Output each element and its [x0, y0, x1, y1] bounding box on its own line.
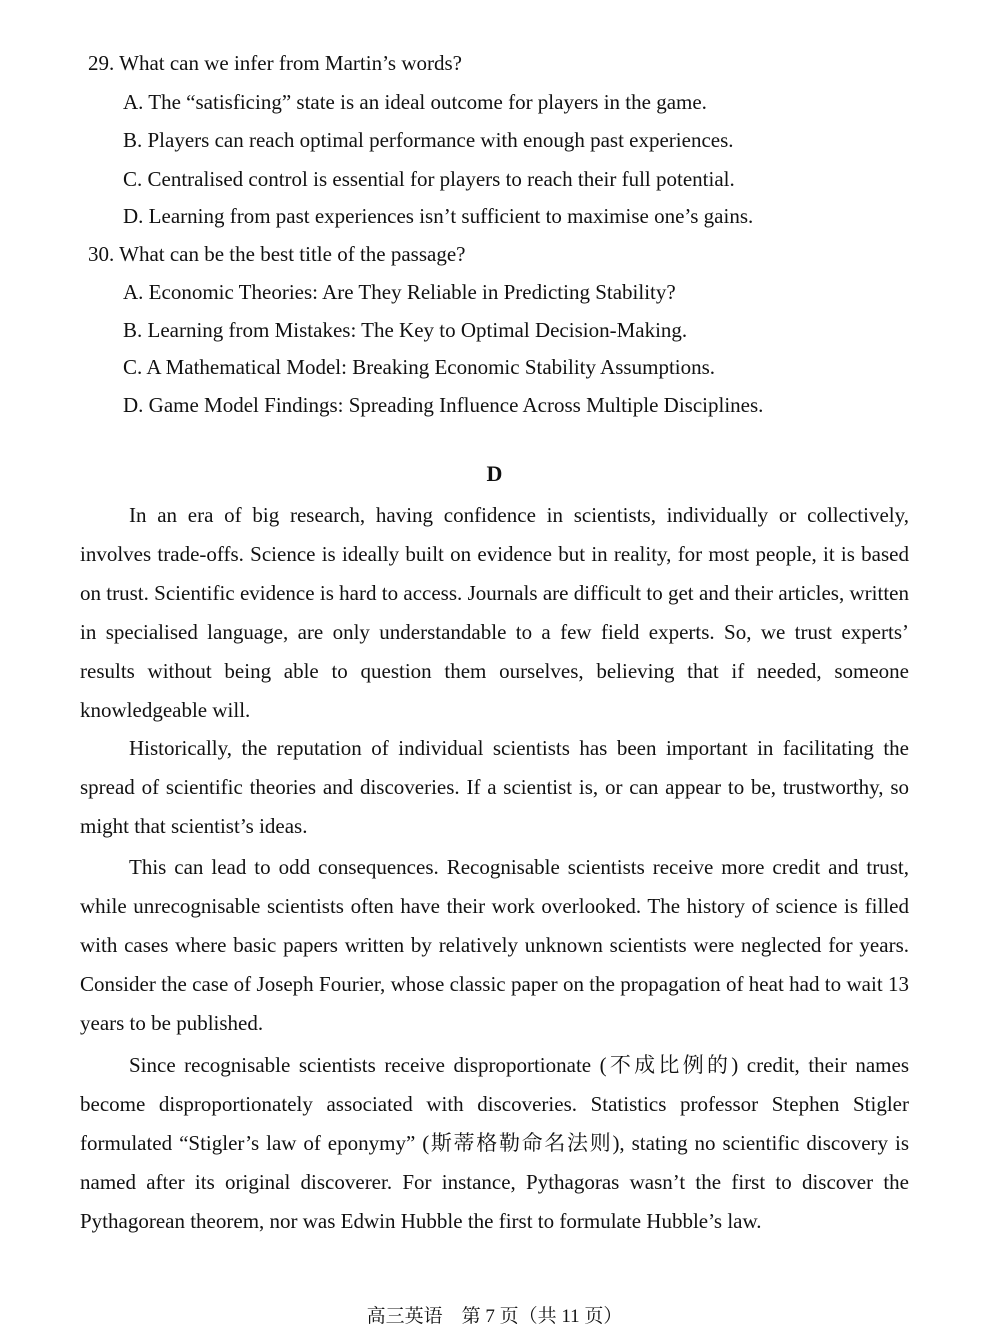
question-30-option-a: A. Economic Theories: Are They Reliable in Predicting Stability?	[123, 280, 676, 304]
passage-paragraph-3: This can lead to odd consequences. Recognisable scientists receive more credit and trust, while unrecognisable scientists often have their work overlooked. The history of science is filled with cases where basic papers written by relatively unknown scientists were neglected for years. Consider the case of Joseph Fourier, whose classic paper on the propagation of heat had to wait 13 years to be published.	[80, 855, 909, 1035]
page-footer: 高三英语 第 7 页（共 11 页）	[366, 1306, 623, 1327]
question-30-stem: 30. What can be the best title of the passage?	[88, 242, 466, 266]
question-29-stem: 29. What can we infer from Martin’s words?	[88, 51, 463, 75]
question-29-option-d: D. Learning from past experiences isn’t sufficient to maximise one’s gains.	[123, 204, 754, 228]
question-29-option-a: A. The “satisficing” state is an ideal outcome for players in the game.	[123, 90, 707, 114]
passage-paragraph-4: Since recognisable scientists receive disproportionate (不成比例的) credit, their names become disproportionately associated with discoveries. Statistics professor Stephen Stigler formulated “Stigler’s law of eponymy” (斯蒂格勒命名法则), stating no scientific discovery is named after its original discoverer. For instance, Pythagoras wasn’t the first to discover the Pythagorean theorem, nor was Edwin Hubble the first to formulate Hubble’s law.	[80, 1053, 909, 1233]
passage-paragraph-1: In an era of big research, having confidence in scientists, individually or collectively, involves trade-offs. Science is ideally built on evidence but in reality, for most people, it is based on trust. Scientific evidence is hard to access. Journals are difficult to get and their articles, written in specialised language, are only understandable to a few field experts. So, we trust experts’ results without being able to question them ourselves, believing that if needed, someone knowledgeable will.	[80, 503, 909, 722]
question-30-option-b: B. Learning from Mistakes: The Key to Optimal Decision-Making.	[123, 318, 688, 342]
question-29-option-c: C. Centralised control is essential for players to reach their full potential.	[123, 167, 735, 191]
section-title: D	[486, 461, 503, 486]
question-29-option-b: B. Players can reach optimal performance with enough past experiences.	[123, 128, 734, 152]
question-30-option-d: D. Game Model Findings: Spreading Influence Across Multiple Disciplines.	[123, 393, 764, 417]
passage-paragraph-2: Historically, the reputation of individual scientists has been important in facilitating the spread of scientific theories and discoveries. If a scientist is, or can appear to be, trustworthy, so might that scientist’s ideas.	[80, 736, 909, 838]
question-30-option-c: C. A Mathematical Model: Breaking Economic Stability Assumptions.	[123, 355, 716, 379]
